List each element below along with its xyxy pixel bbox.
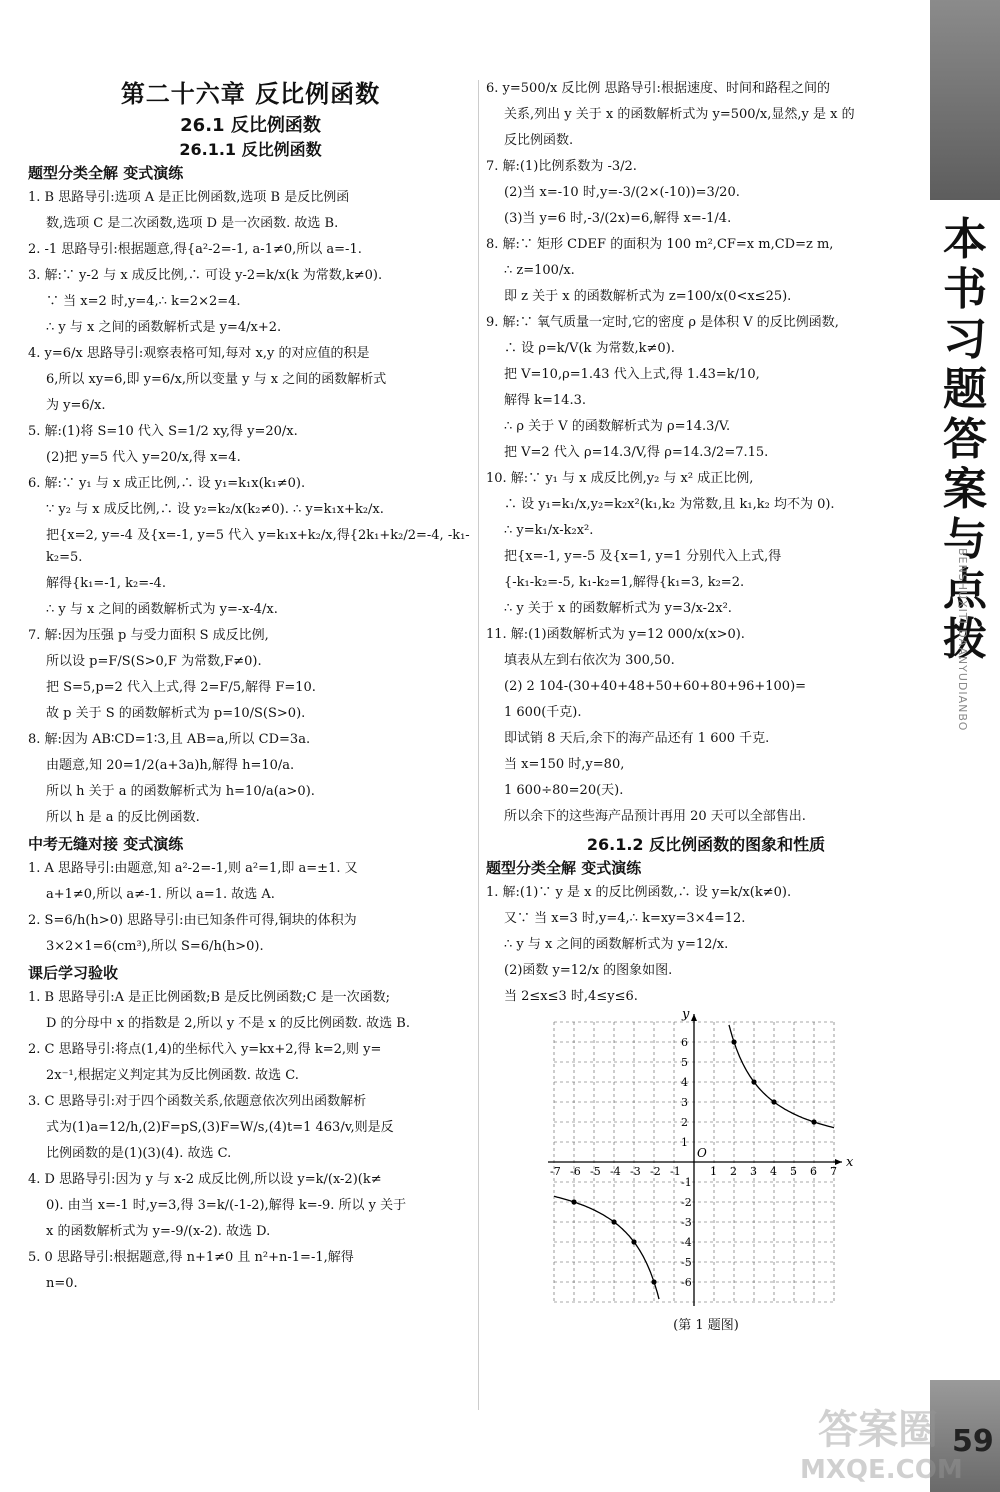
answer-line: 8. 解:因为 AB∶CD=1∶3,且 AB=a,所以 CD=3a.	[28, 732, 311, 747]
right-column	[486, 74, 926, 1333]
answer-line: 8. 解:∵ 矩形 CDEF 的面积为 100 m²,CF=x m,CD=z m,	[486, 237, 834, 252]
answer-line: 把 V=2 代入 ρ=14.3/V,得 ρ=14.3/2=7.15.	[504, 445, 769, 460]
answer-line: ∵ 当 x=2 时,y=4,∴ k=2×2=4.	[46, 294, 241, 309]
answer-line: 0). 由当 x=-1 时,y=3,得 3=k/(-1-2),解得 k=-9. 所以 y 关于	[46, 1198, 407, 1213]
answer-line: 11. 解:(1)函数解析式为 y=12 000/x(x>0).	[486, 627, 745, 642]
answer-line: ∴ 设 ρ=k/V(k 为常数,k≠0).	[504, 341, 675, 356]
answer-line: (2)当 x=-10 时,y=-3/(2×(-10))=3/20.	[504, 185, 740, 200]
answer-line: 当 2≤x≤3 时,4≤y≤6.	[504, 989, 638, 1004]
answer-line: 10. 解:∵ y₁ 与 x 成反比例,y₂ 与 x² 成正比例,	[486, 471, 754, 486]
y-tick-label: -5	[681, 1256, 692, 1269]
x-tick-label: 6	[810, 1165, 817, 1178]
curve-branch-positive	[729, 1025, 834, 1128]
curve-point	[611, 1219, 616, 1224]
answer-line: 为 y=6/x.	[46, 398, 106, 413]
x-tick-label: 7	[830, 1165, 837, 1178]
y-tick-label: 5	[681, 1056, 688, 1069]
answer-line: 9. 解:∵ 氧气质量一定时,它的密度 ρ 是体积 V 的反比例函数,	[486, 315, 839, 330]
y-tick-label: -2	[681, 1196, 692, 1209]
answer-line: 数,选项 C 是二次函数,选项 D 是一次函数. 故选 B.	[46, 216, 339, 231]
answer-line: 把{x=-1, y=-5 及{x=1, y=1 分别代入上式,得	[504, 549, 782, 564]
answer-line: 3×2×1=6(cm³),所以 S=6/h(h>0).	[46, 939, 264, 954]
answer-line: 2. C 思路导引:将点(1,4)的坐标代入 y=kx+2,得 k=2,则 y=	[28, 1042, 382, 1057]
answer-line: 1. B 思路导引:A 是正比例函数;B 是反比例函数;C 是一次函数;	[28, 990, 391, 1005]
answer-line: ∵ y₂ 与 x 成反比例,∴ 设 y₂=k₂/x(k₂≠0). ∴ y=k₁x+k₂/x.	[46, 502, 384, 517]
side-pinyin: BENSHUXITI DAANYUDIANBO	[956, 548, 969, 732]
answer-line: ∴ y 与 x 之间的函数解析式为 y=12/x.	[504, 937, 729, 952]
answer-line: 解得 k=14.3.	[504, 393, 586, 408]
answer-line: 6. y=500/x 反比例 思路导引:根据速度、时间和路程之间的	[486, 81, 830, 96]
answer-line: 把 V=10,ρ=1.43 代入上式,得 1.43=k/10,	[504, 367, 760, 382]
x-tick-label: -7	[550, 1165, 561, 1178]
answer-line: 把{x=2, y=-4 及{x=-1, y=5 代入 y=k₁x+k₂/x,得{2k₁+k₂/2=-4, -k₁-k₂=5.	[46, 528, 470, 565]
answer-line: (2)函数 y=12/x 的图象如图.	[504, 963, 673, 978]
answer-line: 1. B 思路导引:选项 A 是正比例函数,选项 B 是反比例函	[28, 190, 350, 205]
side-tab	[930, 0, 1000, 1492]
y-tick-label: -1	[681, 1176, 692, 1189]
section-title: 26.1 反比例函数	[180, 115, 321, 136]
answer-line: 1. A 思路导引:由题意,知 a²-2=-1,则 a²=1,即 a=±1. 又	[28, 861, 358, 876]
y-tick-label: 2	[681, 1116, 688, 1129]
y-tick-label: 3	[681, 1096, 688, 1109]
answer-line: 所以余下的这些海产品预计再用 20 天可以全部售出.	[504, 809, 806, 824]
x-tick-label: -3	[630, 1165, 641, 1178]
x-tick-label: 1	[710, 1165, 717, 1178]
category-heading: 课后学习验收	[28, 964, 119, 982]
answer-line: 1 600÷80=20(天).	[504, 783, 624, 798]
answer-line: 6,所以 xy=6,即 y=6/x,所以变量 y 与 x 之间的函数解析式	[46, 372, 387, 387]
x-tick-label: -4	[610, 1165, 621, 1178]
curve-point	[731, 1039, 736, 1044]
y-tick-label: -6	[681, 1276, 692, 1289]
answer-line: D 的分母中 x 的指数是 2,所以 y 不是 x 的反比例函数. 故选 B.	[46, 1016, 410, 1031]
x-tick-label: 2	[730, 1165, 737, 1178]
origin-label: O	[697, 1146, 707, 1160]
answer-line: ∴ y=k₁/x-k₂x².	[504, 523, 594, 538]
x-tick-label: -2	[650, 1165, 661, 1178]
answer-line: 4. D 思路导引:因为 y 与 x-2 成反比例,所以设 y=k/(x-2)(k≠	[28, 1172, 382, 1187]
watermark-logo: 答案圈	[818, 1407, 938, 1453]
answer-line: 又∵ 当 x=3 时,y=4,∴ k=xy=3×4=12.	[504, 911, 746, 926]
answer-line: 由题意,知 20=1/2(a+3a)h,解得 h=10/a.	[46, 758, 295, 773]
answer-line: 1 600(千克).	[504, 705, 582, 720]
answer-line: 1. 解:(1)∵ y 是 x 的反比例函数,∴ 设 y=k/x(k≠0).	[486, 885, 792, 900]
answer-line: 即试销 8 天后,余下的海产品还有 1 600 千克.	[504, 731, 770, 746]
curve-point	[751, 1079, 756, 1084]
answer-line: 2. S=6/h(h>0) 思路导引:由已知条件可得,铜块的体积为	[28, 913, 357, 928]
x-tick-label: 4	[770, 1165, 777, 1178]
curve-point	[811, 1119, 816, 1124]
curve-branch-negative	[554, 1196, 659, 1299]
answer-line: 式为(1)a=12/h,(2)F=pS,(3)F=W/s,(4)t=1 463/v,则是反	[46, 1120, 394, 1135]
x-axis-label: x	[846, 1155, 854, 1170]
chapter-title: 第二十六章 反比例函数	[120, 80, 381, 108]
answer-line: 关系,列出 y 关于 x 的函数解析式为 y=500/x,显然,y 是 x 的	[504, 107, 855, 122]
x-tick-label: -1	[670, 1165, 681, 1178]
answer-line: 5. 0 思路导引:根据题意,得 n+1≠0 且 n²+n-1=-1,解得	[28, 1250, 354, 1265]
answer-line: 7. 解:因为压强 p 与受力面积 S 成反比例,	[28, 628, 269, 643]
answer-line: (2) 2 104-(30+40+48+50+60+80+96+100)=	[504, 679, 807, 694]
answer-line: {-k₁-k₂=-5, k₁-k₂=1,解得{k₁=3, k₂=2.	[504, 575, 745, 590]
answer-line: 3. 解:∵ y-2 与 x 成反比例,∴ 可设 y-2=k/x(k 为常数,k≠0).	[28, 268, 383, 283]
answer-line: 比例函数的是(1)(3)(4). 故选 C.	[46, 1146, 232, 1161]
answer-line: 当 x=150 时,y=80,	[504, 757, 625, 772]
side-title: 本书习题答案与点拨	[943, 214, 987, 665]
answer-line: ∴ ρ 关于 V 的函数解析式为 ρ=14.3/V.	[504, 419, 731, 434]
answer-line: a+1≠0,所以 a≠-1. 所以 a=1. 故选 A.	[46, 887, 275, 902]
answer-line: 2. -1 思路导引:根据题意,得{a²-2=-1, a-1≠0,所以 a=-1.	[28, 242, 362, 257]
left-column	[28, 74, 473, 1299]
answer-block	[486, 78, 926, 828]
graph-caption: (第 1 题图)	[673, 1318, 739, 1333]
y-axis-arrow	[691, 1014, 697, 1021]
y-tick-label: 1	[681, 1136, 688, 1149]
answer-line: 即 z 关于 x 的函数解析式为 z=100/x(0<x≤25).	[504, 289, 792, 304]
answer-line: 6. 解:∵ y₁ 与 x 成正比例,∴ 设 y₁=k₁x(k₁≠0).	[28, 476, 306, 491]
hyperbola-graph	[544, 1007, 854, 1312]
category-heading: 中考无缝对接 变式演练	[28, 835, 184, 853]
answer-line: 把 S=5,p=2 代入上式,得 2=F/5,解得 F=10.	[46, 680, 316, 695]
answer-line: 7. 解:(1)比例系数为 -3/2.	[486, 159, 637, 174]
subsection-title: 26.1.2 反比例函数的图象和性质	[586, 835, 826, 854]
subsection-title: 26.1.1 反比例函数	[179, 140, 322, 159]
answer-line: ∴ 设 y₁=k₁/x,y₂=k₂x²(k₁,k₂ 为常数,且 k₁,k₂ 均不为 0).	[504, 497, 835, 512]
answer-line: 解得{k₁=-1, k₂=-4.	[46, 576, 166, 591]
column-divider	[478, 80, 479, 1410]
curve-point	[631, 1239, 636, 1244]
answer-line: (2)把 y=5 代入 y=20/x,得 x=4.	[46, 450, 241, 465]
y-tick-label: 6	[681, 1036, 688, 1049]
watermark-url: MXQE.COM	[800, 1455, 963, 1485]
page-number: 59	[952, 1424, 994, 1459]
answer-line: ∴ y 关于 x 的函数解析式为 y=3/x-2x².	[504, 601, 732, 616]
y-tick-label: -3	[681, 1216, 692, 1229]
answer-line: 故 p 关于 S 的函数解析式为 p=10/S(S>0).	[46, 706, 306, 721]
curve-point	[651, 1279, 656, 1284]
answer-line: 3. C 思路导引:对于四个函数关系,依题意依次列出函数解析	[28, 1094, 367, 1109]
answer-line: 反比例函数.	[504, 133, 574, 148]
answer-line: 4. y=6/x 思路导引:观察表格可知,每对 x,y 的对应值的积是	[28, 346, 370, 361]
x-tick-label: 5	[790, 1165, 797, 1178]
y-axis-label: y	[682, 1007, 690, 1022]
graph-svg	[544, 1007, 854, 1312]
answer-line: (3)当 y=6 时,-3/(2x)=6,解得 x=-1/4.	[504, 211, 732, 226]
answer-block	[486, 882, 926, 1008]
category-heading: 题型分类全解 变式演练	[28, 164, 184, 182]
answer-line: ∴ y 与 x 之间的函数解析式是 y=4/x+2.	[46, 320, 282, 335]
x-tick-label: -5	[590, 1165, 601, 1178]
answer-line: 所以 h 关于 a 的函数解析式为 h=10/a(a>0).	[46, 784, 315, 799]
answer-block	[28, 987, 473, 1295]
curve-point	[771, 1099, 776, 1104]
answer-line: ∴ z=100/x.	[504, 263, 575, 278]
answer-line: n=0.	[46, 1276, 78, 1291]
answer-line: 填表从左到右依次为 300,50.	[504, 653, 675, 668]
x-tick-label: 3	[750, 1165, 757, 1178]
x-tick-label: -6	[570, 1165, 581, 1178]
answer-line: 5. 解:(1)将 S=10 代入 S=1/2 xy,得 y=20/x.	[28, 424, 298, 439]
category-heading: 题型分类全解 变式演练	[486, 859, 642, 877]
answer-block	[28, 858, 473, 958]
answer-line: ∴ y 与 x 之间的函数解析式为 y=-x-4/x.	[46, 602, 278, 617]
answer-line: 所以设 p=F/S(S>0,F 为常数,F≠0).	[46, 654, 262, 669]
y-tick-label: 4	[681, 1076, 688, 1089]
curve-point	[571, 1199, 576, 1204]
answer-line: x 的函数解析式为 y=-9/(x-2). 故选 D.	[46, 1224, 271, 1239]
y-tick-label: -4	[681, 1236, 692, 1249]
answer-line: 所以 h 是 a 的反比例函数.	[46, 810, 200, 825]
side-tab-top	[930, 0, 1000, 200]
answer-line: 2x⁻¹,根据定义判定其为反比例函数. 故选 C.	[46, 1068, 299, 1083]
answer-block	[28, 187, 473, 829]
